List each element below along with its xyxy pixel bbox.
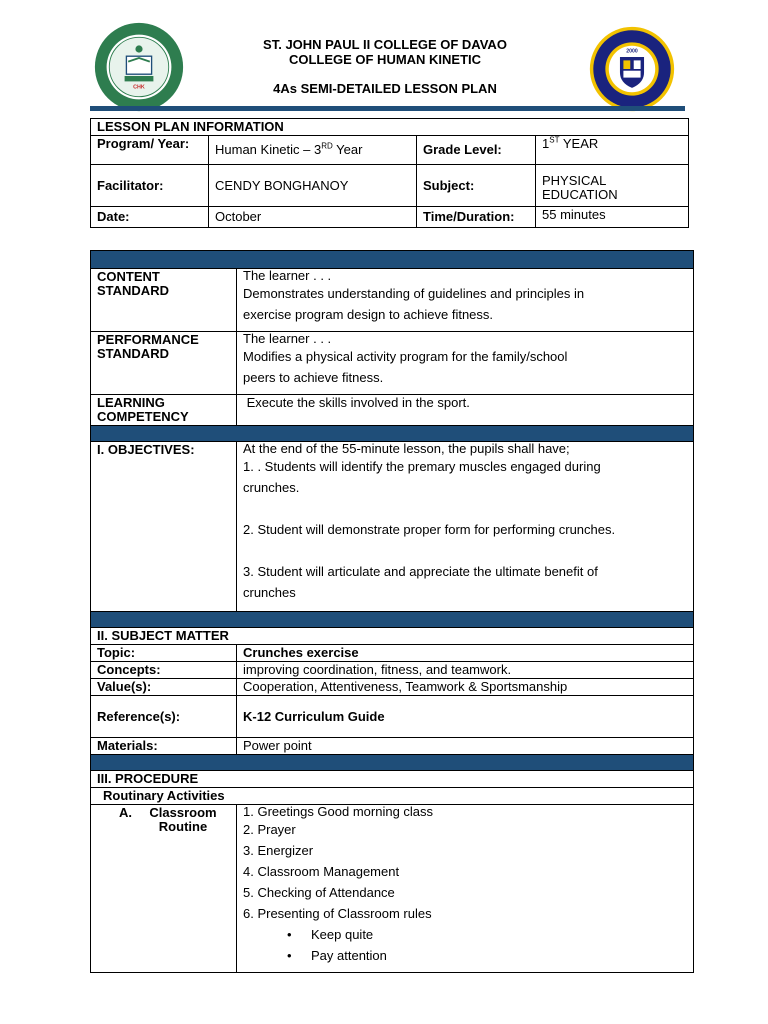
objectives-label: I. OBJECTIVES: — [91, 442, 237, 612]
college-of-human-kinetics-logo — [94, 22, 184, 112]
routinary-activities-title: Routinary Activities — [91, 788, 694, 805]
subject-matter-title: II. SUBJECT MATTER — [91, 628, 694, 645]
date-value: October — [209, 207, 417, 228]
classroom-routine-steps: 1. Greetings Good morning class 2. Prayer 3. Energizer 4. Classroom Management 5. Checking of Attendance 6. Presenting of Classroom rules • Keep quite • Pay attention — [237, 805, 694, 973]
st-john-paul-ii-college-logo — [589, 26, 675, 112]
materials-label: Materials: — [91, 738, 237, 755]
lesson-content-table — [90, 250, 694, 973]
reference-value: K-12 Curriculum Guide — [237, 696, 694, 738]
grade-level-value: 1ST YEAR — [536, 136, 689, 165]
svg-text:2000: 2000 — [626, 48, 638, 55]
college-name: COLLEGE OF HUMAN KINETIC — [288, 52, 482, 67]
time-duration-value: 55 minutes — [536, 207, 689, 228]
materials-value: Power point — [237, 738, 694, 755]
performance-standard-value: The learner . . . Modifies a physical activity program for the family/school peers to achieve fitness. — [237, 332, 694, 395]
objectives-value: At the end of the 55-minute lesson, the pupils shall have; 1. . Students will identify the premary muscles engaged during crunches. 2. Student will demonstrate proper form for performing crunches. 3. Student will articulate and appreciate the ultimate benefit of crunches — [237, 442, 694, 612]
time-duration-label: Time/Duration: — [417, 207, 536, 228]
rule-item: • Keep quite — [243, 924, 687, 945]
facilitator-label: Facilitator: — [91, 165, 209, 207]
section-bar — [91, 426, 694, 442]
learning-competency-value: Execute the skills involved in the sport. — [237, 395, 694, 426]
topic-label: Topic: — [91, 645, 237, 662]
performance-standard-label: PERFORMANCE STANDARD — [91, 332, 237, 395]
topic-value: Crunches exercise — [237, 645, 694, 662]
values-value: Cooperation, Attentiveness, Teamwork & Sportsmanship — [237, 679, 694, 696]
header-divider — [90, 106, 685, 111]
content-standard-value: The learner . . . Demonstrates understanding of guidelines and principles in exercise program design to achieve fitness. — [237, 269, 694, 332]
program-label: Program/ Year: — [91, 136, 209, 165]
subject-value: PHYSICAL EDUCATION — [536, 165, 689, 207]
lesson-plan-info-table — [90, 118, 689, 228]
classroom-routine-label: A. Classroom Routine — [91, 805, 237, 973]
school-name: ST. JOHN PAUL II COLLEGE OF DAVAO — [263, 37, 507, 52]
section-bar — [91, 755, 694, 771]
concepts-label: Concepts: — [91, 662, 237, 679]
svg-text:CHK: CHK — [133, 84, 145, 91]
section-bar — [91, 612, 694, 628]
content-standard-label: CONTENT STANDARD — [91, 269, 237, 332]
program-value: Human Kinetic – 3RD Year — [209, 136, 417, 165]
rule-item: • Pay attention — [243, 945, 687, 966]
grade-level-label: Grade Level: — [417, 136, 536, 165]
date-label: Date: — [91, 207, 209, 228]
facilitator-value: CENDY BONGHANOY — [209, 165, 417, 207]
bullet-icon: • — [287, 927, 292, 942]
values-label: Value(s): — [91, 679, 237, 696]
procedure-title: III. PROCEDURE — [91, 771, 694, 788]
subject-label: Subject: — [417, 165, 536, 207]
section-bar — [91, 251, 694, 269]
info-title: LESSON PLAN INFORMATION — [91, 119, 689, 136]
reference-label: Reference(s): — [91, 696, 237, 738]
bullet-icon: • — [287, 948, 292, 963]
learning-competency-label: LEARNING COMPETENCY — [91, 395, 237, 426]
concepts-value: improving coordination, fitness, and teamwork. — [237, 662, 694, 679]
lesson-plan-title: 4As SEMI-DETAILED LESSON PLAN — [273, 81, 497, 96]
